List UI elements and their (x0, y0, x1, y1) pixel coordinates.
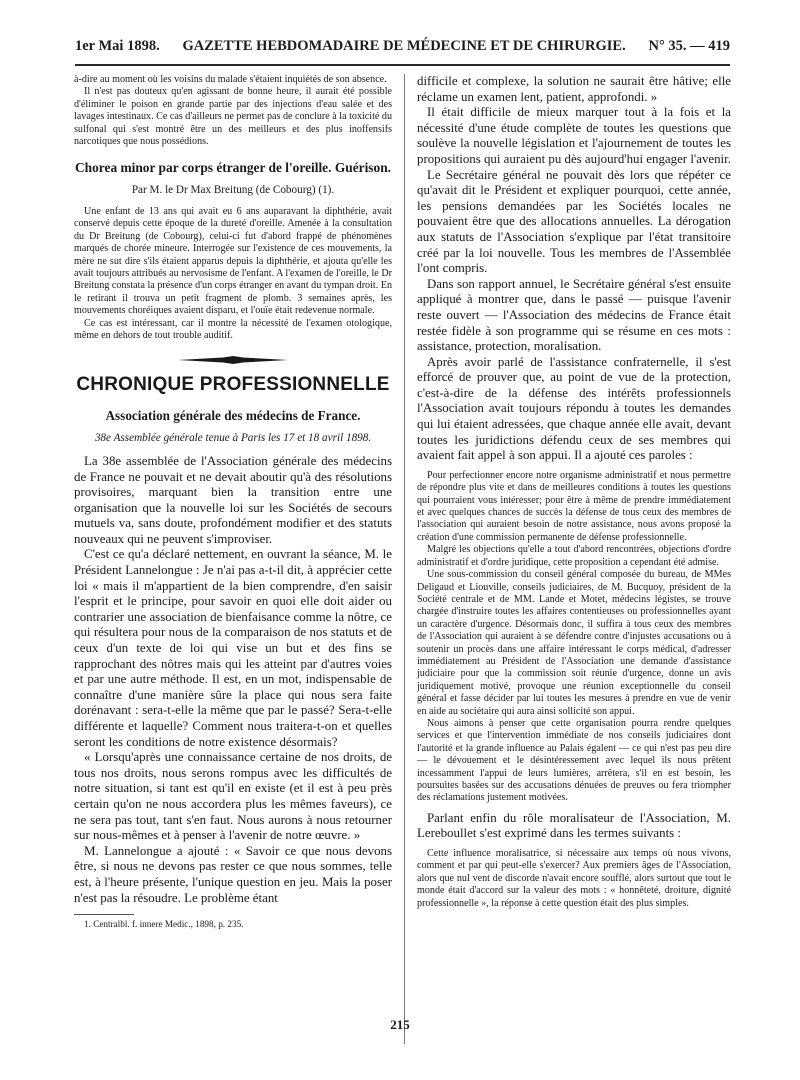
footnote-rule (74, 914, 134, 915)
continued-text: difficile et complexe, la solution ne saurait être hâtive; elle réclame un examen lent, patient, approfondi. » (417, 74, 731, 104)
paragraph: M. Lannelongue a ajouté : « Savoir ce que nous devons être, si nous ne devons pas rester ce que nous sommes, telle est, à l'heure présente, l'unique question en jeu. Mais la poser n'est pas la résoudre. Le problème étant (74, 843, 392, 905)
case-conclusion: Ce cas est intéressant, car il montre la nécessité de l'examen otologique, même en dehors de tout trouble auditif. (74, 317, 392, 341)
paragraph: « Lorsqu'après une connaissance certaine de nos droits, de tous nos droits, nous serons rompus avec les difficultés de notre situation, si tant est qu'il en existe (et il est à peu près certain qu'on ne nous accordera plus les mêmes faveurs), ce ne sera pas tout, tant s'en faut. Nous aurons à nous retourner sur nous-mêmes et à penser à l'avenir de notre œuvre. » (74, 750, 392, 843)
paragraph: Le Secrétaire général ne pouvait dès lors que répéter ce qu'avait dit le Président et expliquer pourquoi, cette année, les pensions demandées par les Sociétés locales ne pouvaient être que des allocations annuelles. La dérogation aux statuts de l'Association s'explique par l'état transitoire créé par la loi nouvelle. Tous les membres de l'Assemblée l'ont compris. (417, 167, 731, 276)
right-column (417, 74, 731, 910)
header-rule (75, 64, 730, 66)
quoted-paragraph: Pour perfectionner encore notre organisme administratif et nous permettre de répondre plus vite et dans de meilleures conditions à toutes les questions qui pourraient vous intéresser; pour être à même de prendre immédiatement et avec quelques chances de succès la défense de tous ceux des membres de l'association qui auraient besoin de notre assistance, nous avons proposé la création d'une commission permanente de défense professionnelle. (417, 469, 731, 543)
quoted-paragraph: Malgré les objections qu'elle a tout d'abord rencontrées, objections d'ordre administratif et d'ordre juridique, cette proposition a cependant été admise. (417, 544, 731, 568)
column-divider (404, 74, 405, 1044)
paragraph: C'est ce qu'a déclaré nettement, en ouvrant la séance, M. le Président Lannelongue : Je n'ai pas a-t-il dit, à apprécier cette loi « mais il m'appartient de la bien comprendre, d'en saisir l'esprit et le principe, pour savoir en quoi elle doit aider ou contrarier une association de bienfaisance comme la nôtre, ce qui résultera pour nous de la comparaison de nos statuts et de ceux d'un texte de loi qui vise un but et des fins se rapprochant des nôtres mais qui les atteint par d'autres voies et par une autre méthode. Il est, en un mot, indispensable de connaître d'une manière sûre la place qui nous sera faite dorénavant : sera-t-elle la même que par le passé? Sera-t-elle différente et laquelle? Comment nous traitera-t-on et quelles seront les conditions de notre existence désormais? (74, 547, 392, 749)
article-byline: Par M. le Dr Max Breitung (de Cobourg) (1). (131, 183, 335, 196)
paragraph: Il était difficile de mieux marquer tout à la fois et la nécessité d'une étude complète de toutes les questions que soulève la nouvelle législation et l'ajournement de toutes les propositions qui auraient pu dès aujourd'hui engager l'avenir. (417, 105, 731, 166)
quoted-paragraph: Une sous-commission du conseil général composée du bureau, de MMes Deligaud et Liouville, conseils judiciaires, de M. Bucquoy, président de la Société centrale et de MM. Lande et Motet, médecins légistes, se trouve chargée d'instruire toutes les affaires contentieuses ou professionnelles ayant un caractère d'urgence. Désormais donc, il suffira à tous ceux des membres de l'Association qui auraient à se défendre contre d'injustes accusations ou à soutenir un procès dans une affaire intéressant le corps médical, d'adresser immédiatement au Président de l'Association une demande d'assistance judiciaire pour que la commission soit réunie d'urgence, donne un avis juridiquement motivé, provoque une réunion exceptionnelle du conseil général et fasse décider par lui toutes les mesures à prendre en vue de venir en aide au sociétaire qui aura ainsi sollicité son appui. (417, 569, 731, 717)
journal-title: GAZETTE HEBDOMADAIRE DE MÉDECINE ET DE CHIRURGIE. (182, 38, 626, 54)
quoted-paragraph: Nous aimons à penser que cette organisation pourra rendre quelques services et que l'intervention immédiate de nos conseils judiciaires dont l'autorité et la grande influence au Palais égalent — ce qui n'est pas peu dire — le dévouement et le désintéressement avec lequel ils nous prêtent incessamment l'appui de leurs lumières, arrêtera, s'il en est besoin, les poursuites basées sur des accusations dénuées de preuves ou fera triompher des réclamations justement motivées. (417, 717, 731, 804)
section-subtitle: Association générale des médecins de France. (105, 408, 361, 424)
paragraph: Dans son rapport annuel, le Secrétaire général s'est ensuite appliqué à montrer que, dans le passé — puisque l'avenir reste ouvert — l'Association des médecins de France était restée fidèle à son programme qui se résume en ces mots : assistance, protection, moralisation. (417, 276, 731, 354)
running-head (75, 38, 730, 55)
issue-number: N° 35. — 419 (648, 38, 730, 54)
paragraph: Après avoir parlé de l'assistance confraternelle, il s'est efforcé de prouver que, au point de vue de la protection, c'est-à-dire de la défense des intérêts professionnels l'Association avait toujours répondu à toutes les demandes qui lui étaient adressées, que chaque année elle avait, devant toutes les juridictions défendu ceux de ses membres qui avaient fait appel à son appui. Il a ajouté ces paroles : (417, 354, 731, 463)
continued-text: à-dire au moment où les voisins du malade s'étaient inquiétés de son absence. (74, 74, 387, 85)
paragraph: Il n'est pas douteux qu'en agissant de bonne heure, il aurait été possible d'éliminer le poison en grande partie par des injections d'eau salée et des lavages intestinaux. Ce cas d'ailleurs ne permet pas de conclure à la toxicité du sulfonal qui s'est montré être un des meilleurs et des plus inoffensifs narcotiques que nous possédions. (74, 86, 392, 148)
paragraph: La 38e assemblée de l'Association générale des médecins de France ne pouvait et ne devait aboutir qu'à des résolutions provisoires, marquant bien la transition entre une organisation que la nouvelle loi sur les Sociétés de secours mutuels va, sans doute, profondément modifier et des statuts nouveaux qui ne peuvent s'improviser. (74, 453, 392, 546)
article-title: Chorea minor par corps étranger de l'oreille. Guérison. (74, 160, 391, 176)
issue-date: 1er Mai 1898. (75, 38, 160, 54)
paragraph: Parlant enfin du rôle moralisateur de l'Association, M. Lereboullet s'est exprimé dans les termes suivants : (417, 810, 731, 841)
footnote: 1. Centralbl. f. innere Medic., 1898, p. 235. (84, 919, 244, 930)
meeting-date: 38e Assemblée générale tenue à Paris les 17 et 18 avril 1898. (94, 431, 372, 444)
page-number: 215 (390, 1017, 410, 1032)
quoted-paragraph: Cette influence moralisatrice, si nécessaire aux temps où nous vivons, comment et par qui peut-elle s'exercer? Aux premiers âges de l'Association, alors que nul vent de discorde n'avait encore soufflé, alors surtout que tout le monde était d'accord sur la valeur des mots : « honnêteté, droiture, dignité professionnelle », la réponse à cette question était des plus simples. (417, 848, 731, 909)
case-report: Une enfant de 13 ans qui avait eu 6 ans auparavant la diphthérie, avait conservé depuis cette époque de la dureté d'oreille. Amenée à la consultation du Dr Breitung (de Cobourg), celui-ci fut d'abord frappé de phénomènes marqués de chorée mineure. Interrogée sur l'existence de ces mouvements, la mère ne sut dire s'ils étaient apparus depuis la diphthérie, et ajouta qu'elle les avait toujours attribués au nervosisme de l'enfant. A l'examen de l'oreille, le Dr Breitung constata la présence d'un corps étranger en avant du tympan droit. En le retirant il trouva un petit fragment de plomb. 3 semaines après, les mouvements choréiques avaient disparu, et l'ouïe était redevenue normale. (74, 205, 392, 317)
left-column (74, 74, 392, 930)
ornament-divider-icon (178, 356, 288, 364)
section-title: CHRONIQUE PROFESSIONNELLE (76, 374, 390, 396)
